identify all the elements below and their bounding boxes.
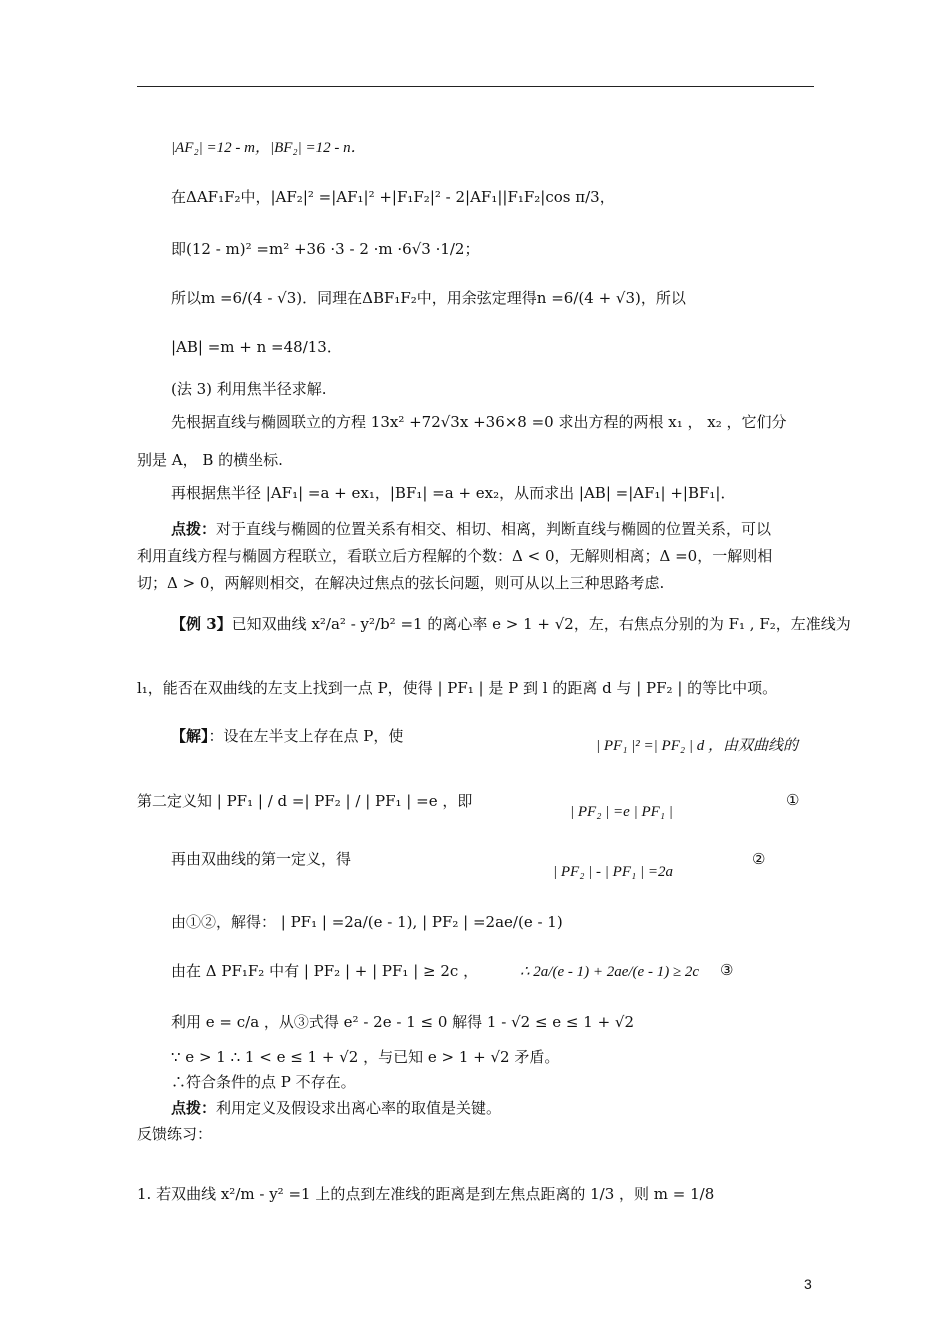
example-3-question: l₁，能否在双曲线的左支上找到一点 P，使得 | PF₁ | 是 P 到 l 的距离 d 与 | PF₂ | 的等比中项。 [137,679,778,697]
equation-1: | PF₂ | =e | PF₁ | [570,804,673,820]
line-focal-radius: 再根据焦半径 |AF₁| =a + ex₁，|BF₁| =a + ex₂，从而求出 |AB| =|AF₁| +|BF₁|． [171,484,736,502]
hint-paragraph-1: 点拨：对于直线与椭圆的位置关系有相交、相切、相离，判断直线与椭圆的位置关系，可以 [171,520,772,538]
equation-3-number: ③ [720,961,734,979]
header-rule [137,86,814,87]
line-solution-m-n: 所以m =6/(4 - √3)．同理在ΔBF₁F₂中，用余弦定理得n =6/(4 + √3)，所以 [171,289,686,307]
example-3-statement: 【例 3】已知双曲线 x²/a² - y²/b² =1 的离心率 e > 1 + √2，左，右焦点分别的为 F₁ , F₂，左准线为 [171,615,851,633]
equation-2-number: ② [752,850,766,868]
exercise-1: 1. 若双曲线 x²/m - y² =1 上的点到左准线的距离是到左焦点距离的 1/3 ，则 m = 1/8 [137,1185,715,1203]
hint-2: 点拨：利用定义及假设求出离心率的取值是关键。 [171,1099,502,1117]
equation-2: | PF₂ | - | PF₁ | =2a [553,864,673,880]
equation-3: ∴ 2a/(e - 1) + 2ae/(e - 1) ≥ 2c [520,964,700,980]
triangle-inequality: 由在 Δ PF₁F₂ 中有 | PF₂ | + | PF₁ | ≥ 2c ， [171,962,479,980]
practice-heading: 反馈练习： [137,1125,213,1143]
second-definition: 第二定义知 | PF₁ | / d =| PF₂ | / | PF₁ | =e ，即 [137,792,473,810]
line-ab-length: |AB| =m + n =48/13． [171,338,342,356]
solution-start: 【解】：设在左半支上存在点 P，使 [171,727,404,745]
line-af2-bf2: |AF₂| =12 - m，|BF₂| =12 - n． [171,140,366,156]
line-equation-m: 即(12 - m)² =m² +36 ·3 - 2 ·m ·6√3 ·1/2； [171,240,480,258]
first-definition: 再由双曲线的第一定义，得 [171,850,352,868]
line-cosine-law: 在ΔAF₁F₂中，|AF₂|² =|AF₁|² +|F₁F₂|² - 2|AF₁||F₁F₂|cos π/3， [171,188,615,206]
solution-start-formula: | PF₁ |² =| PF₂ | d ，由双曲线的 [596,738,798,754]
line-method-3: (法 3) 利用焦半径求解. [171,380,327,398]
hint-paragraph-3: 切；Δ > 0，两解则相交，在解决过焦点的弦长问题，则可从以上三种思路考虑. [137,574,665,592]
contradiction: ∵ e > 1 ∴ 1 < e ≤ 1 + √2 ，与已知 e > 1 + √2 矛盾。 [171,1048,560,1066]
solved-distances: 由①②，解得： | PF₁ | =2a/(e - 1), | PF₂ | =2ae/(e - 1) [171,913,563,931]
equation-1-number: ① [786,791,800,809]
eccentricity-range: 利用 e = c/a ，从③式得 e² - 2e - 1 ≤ 0 解得 1 - √2 ≤ e ≤ 1 + √2 [171,1013,635,1031]
page-number: 3 [804,1276,812,1292]
conclusion: ∴符合条件的点 P 不存在。 [171,1073,356,1091]
line-xcoords: 别是 A， B 的横坐标. [137,451,283,469]
line-quadratic: 先根据直线与椭圆联立的方程 13x² +72√3x +36×8 =0 求出方程的两根 x₁ ， x₂ ，它们分 [171,413,787,431]
hint-paragraph-2: 利用直线方程与椭圆方程联立，看联立后方程解的个数：Δ < 0，无解则相离；Δ =0，一解则相 [137,547,773,565]
